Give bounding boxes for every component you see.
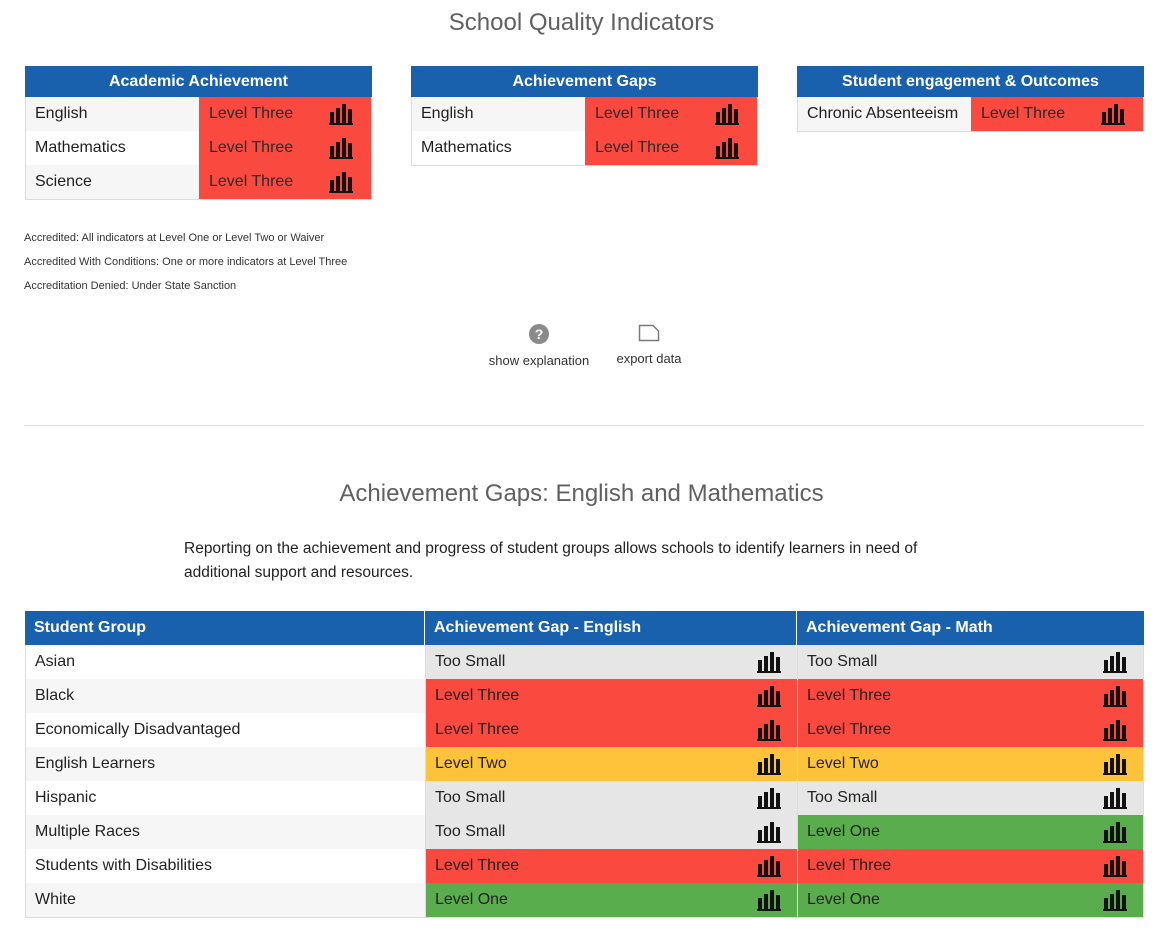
indicator-value: Level Three [199, 165, 371, 199]
legend-note: Accredited With Conditions: One or more indicators at Level Three [24, 256, 348, 268]
student-group-cell: English Learners [26, 747, 426, 781]
section-description: Reporting on the achievement and progress of student groups allows schools to identify learners in need of additional support and resources. [184, 540, 918, 581]
bar-chart-icon[interactable] [715, 137, 739, 159]
table-row [26, 849, 1143, 883]
indicator-row [26, 131, 371, 165]
card-title: Achievement Gaps [411, 66, 758, 97]
math-gap-cell: Too Small [798, 781, 1143, 815]
indicator-value: Level Three [585, 131, 757, 165]
math-gap-cell: Level One [798, 883, 1143, 917]
bar-chart-icon[interactable] [329, 137, 353, 159]
indicator-row [26, 97, 371, 131]
bar-chart-icon[interactable] [329, 103, 353, 125]
bar-chart-icon[interactable] [757, 889, 781, 911]
student-group-cell: White [26, 883, 426, 917]
table-row [26, 815, 1143, 849]
english-gap-cell: Level One [426, 883, 798, 917]
svg-text:?: ? [534, 326, 544, 342]
indicator-value: Level Three [199, 97, 371, 131]
student-group-cell: Hispanic [26, 781, 426, 815]
table-body [25, 645, 1144, 918]
section-title: Achievement Gaps: English and Mathematics [339, 480, 824, 507]
bar-chart-icon[interactable] [757, 855, 781, 877]
student-group-cell: Black [26, 679, 426, 713]
bar-chart-icon[interactable] [1101, 103, 1125, 125]
card-title: Student engagement & Outcomes [797, 66, 1144, 97]
student-group-cell: Asian [26, 645, 426, 679]
question-circle-icon [484, 324, 594, 347]
card-academic-achievement [25, 66, 372, 200]
bar-chart-icon[interactable] [1103, 821, 1127, 843]
math-gap-cell: Level One [798, 815, 1143, 849]
bar-chart-icon[interactable] [1103, 889, 1127, 911]
english-gap-cell: Level Two [426, 747, 798, 781]
math-gap-cell: Too Small [798, 645, 1143, 679]
math-gap-cell: Level Two [798, 747, 1143, 781]
math-gap-cell: Level Three [798, 849, 1143, 883]
math-gap-cell: Level Three [798, 679, 1143, 713]
export-data-label: export data [616, 351, 682, 366]
achievement-gap-table [25, 611, 1144, 918]
student-group-cell: Economically Disadvantaged [26, 713, 426, 747]
english-gap-cell: Too Small [426, 645, 798, 679]
table-row [26, 679, 1143, 713]
indicator-label: Science [26, 165, 199, 199]
bar-chart-icon[interactable] [1103, 753, 1127, 775]
table-row [26, 781, 1143, 815]
column-header: Student Group [25, 611, 425, 645]
column-header: Achievement Gap - English [425, 611, 797, 645]
bar-chart-icon[interactable] [1103, 787, 1127, 809]
bar-chart-icon[interactable] [1103, 719, 1127, 741]
indicator-label: English [26, 97, 199, 131]
card-student-engagement [797, 66, 1144, 132]
indicator-row [26, 165, 371, 199]
student-group-cell: Multiple Races [26, 815, 426, 849]
bar-chart-icon[interactable] [757, 651, 781, 673]
bar-chart-icon[interactable] [1103, 855, 1127, 877]
bar-chart-icon[interactable] [757, 787, 781, 809]
show-explanation-label: show explanation [488, 353, 590, 368]
indicator-label: English [412, 97, 585, 131]
english-gap-cell: Level Three [426, 713, 798, 747]
indicator-row [412, 131, 757, 165]
english-gap-cell: Level Three [426, 679, 798, 713]
page-title: School Quality Indicators [448, 9, 715, 36]
export-data-button[interactable] [606, 324, 692, 366]
table-header [25, 611, 1144, 645]
english-gap-cell: Too Small [426, 781, 798, 815]
bar-chart-icon[interactable] [1103, 685, 1127, 707]
section-divider [24, 425, 1144, 426]
table-row [26, 645, 1143, 679]
column-header: Achievement Gap - Math [806, 619, 993, 636]
math-gap-cell: Level Three [798, 713, 1143, 747]
bar-chart-icon[interactable] [757, 685, 781, 707]
show-explanation-button[interactable] [484, 324, 594, 368]
accreditation-legend [24, 232, 347, 304]
bar-chart-icon[interactable] [715, 103, 739, 125]
indicator-value: Level Three [971, 97, 1143, 131]
bar-chart-icon[interactable] [1103, 651, 1127, 673]
card-title: Academic Achievement [25, 66, 372, 97]
bar-chart-icon[interactable] [757, 753, 781, 775]
indicator-value: Level Three [585, 97, 757, 131]
english-gap-cell: Level Three [426, 849, 798, 883]
bar-chart-icon[interactable] [329, 171, 353, 193]
indicator-row [412, 97, 757, 131]
table-row [26, 747, 1143, 781]
table-row [26, 713, 1143, 747]
indicator-label: Mathematics [26, 131, 199, 165]
legend-note: Accredited: All indicators at Level One or Level Two or Waiver [24, 232, 325, 244]
indicator-value: Level Three [199, 131, 371, 165]
english-gap-cell: Too Small [426, 815, 798, 849]
indicator-row [798, 97, 1143, 131]
bar-chart-icon[interactable] [757, 719, 781, 741]
bar-chart-icon[interactable] [757, 821, 781, 843]
table-row [26, 883, 1143, 917]
indicator-label: Chronic Absenteeism [798, 97, 971, 131]
file-icon [606, 324, 692, 345]
legend-note: Accreditation Denied: Under State Sanction [24, 280, 237, 292]
indicator-label: Mathematics [412, 131, 585, 165]
student-group-cell: Students with Disabilities [26, 849, 426, 883]
card-achievement-gaps [411, 66, 758, 166]
